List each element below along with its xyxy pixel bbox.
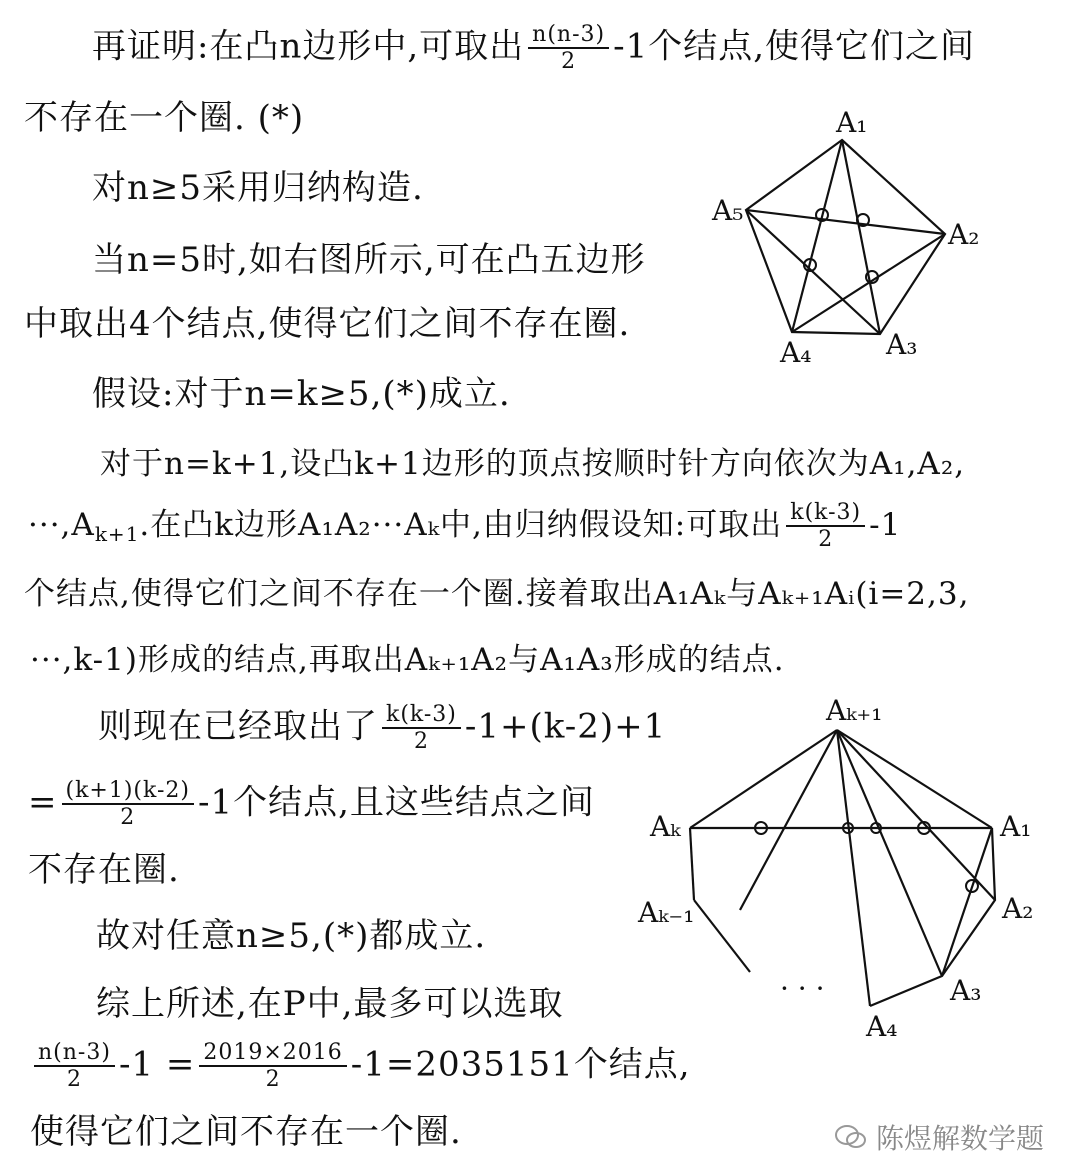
text-line-12 <box>28 778 595 831</box>
vertex-label-ak-1: Aₖ₋₁ <box>638 896 695 929</box>
pentagon-figure <box>700 100 1000 380</box>
vertex-label-a3: A₃ <box>950 974 982 1007</box>
vertex-label-a2: A₂ <box>948 218 980 251</box>
induction-figure <box>630 690 1050 1050</box>
text-line-1 <box>92 22 975 75</box>
fraction <box>199 1040 346 1093</box>
text-line-15: 综上所述,在P中,最多可以选取 <box>96 984 564 1024</box>
watermark <box>834 1117 1044 1157</box>
fraction <box>34 1040 115 1093</box>
text-line-9: 个结点,使得它们之间不存在一个圈.接着取出A₁Aₖ与Aₖ₊₁Aᵢ(i=2,3, <box>24 576 970 612</box>
vertex-label-a4: A₄ <box>780 336 812 369</box>
fraction <box>62 778 194 831</box>
subscript: k+1 <box>94 521 140 546</box>
text-segment: -1个结点,且这些结点之间 <box>197 782 595 823</box>
text-line-17: 使得它们之间不存在一个圈. <box>30 1112 462 1152</box>
fraction-denominator: 2 <box>413 729 429 755</box>
fraction <box>382 702 461 755</box>
vertex-label-a4: A₄ <box>866 1010 898 1043</box>
text-line-11 <box>98 702 666 755</box>
ellipsis: · · · <box>780 972 825 1005</box>
fraction-numerator: k(k-3) <box>786 500 865 527</box>
text-segment: -1=2035151个结点, <box>350 1044 691 1085</box>
text-segment: .在凸k边形A₁A₂···Aₖ中,由归纳假设知:可取出 <box>139 506 783 543</box>
fraction-denominator: 2 <box>265 1067 281 1093</box>
text-line-3: 对n≥5采用归纳构造. <box>92 168 424 208</box>
text-segment: ···,A <box>28 506 95 543</box>
fraction-denominator: 2 <box>818 527 834 553</box>
text-line-8 <box>28 500 901 553</box>
text-segment: -1+(k-2)+1 <box>464 706 667 747</box>
edge-ak-1-partial <box>694 900 750 972</box>
text-line-13: 不存在圈. <box>28 850 180 890</box>
diagonal-a1-a4 <box>792 140 842 332</box>
text-line-6: 假设:对于n=k≥5,(*)成立. <box>92 374 511 414</box>
vertex-label-a2: A₂ <box>1002 892 1034 925</box>
vertex-label-a1: A₁ <box>1000 810 1032 843</box>
text-line-4: 当n=5时,如右图所示,可在凸五边形 <box>92 240 646 280</box>
fraction-denominator: 2 <box>66 1067 82 1093</box>
text-line-5: 中取出4个结点,使得它们之间不存在圈. <box>24 304 631 344</box>
fraction-numerator: n(n-3) <box>34 1040 115 1067</box>
text-segment: 再证明:在凸n边形中,可取出 <box>92 26 525 67</box>
edge-ak1-ak <box>690 730 837 828</box>
fraction-numerator: k(k-3) <box>382 702 461 729</box>
text-line-14: 故对任意n≥5,(*)都成立. <box>96 916 487 956</box>
vertex-label-a5: A₅ <box>712 194 744 227</box>
text-segment: -1个结点,使得它们之间 <box>613 26 976 67</box>
fraction-numerator: n(n-3) <box>528 22 609 49</box>
wechat-icon <box>834 1123 868 1151</box>
fraction-denominator: 2 <box>561 49 577 75</box>
text-segment: -1 <box>869 506 902 543</box>
fraction <box>786 500 865 553</box>
text-segment: -1 = <box>118 1044 196 1085</box>
vertex-label-ak: Aₖ <box>650 810 681 843</box>
text-line-10: ···,k-1)形成的结点,再取出Aₖ₊₁A₂与A₁A₃形成的结点. <box>30 642 785 678</box>
watermark-text: 陈煜解数学题 <box>875 1122 1044 1155</box>
text-line-2: 不存在一个圈. (*) <box>24 98 305 138</box>
vertex-label-a3: A₃ <box>886 328 918 361</box>
fraction-numerator: (k+1)(k-2) <box>62 778 194 805</box>
fraction-numerator: 2019×2016 <box>199 1040 346 1067</box>
vertex-label-ak1: Aₖ₊₁ <box>826 694 883 727</box>
fraction <box>528 22 609 75</box>
vertex-label-a1: A₁ <box>836 106 868 139</box>
fraction-denominator: 2 <box>120 805 136 831</box>
edge-ak-ak-1 <box>690 828 694 900</box>
text-line-7: 对于n=k+1,设凸k+1边形的顶点按顺时针方向依次为A₁,A₂, <box>100 446 966 482</box>
text-segment: 则现在已经取出了 <box>98 706 378 747</box>
diagonal-a5-a2 <box>746 210 945 234</box>
text-segment: = <box>28 782 58 823</box>
diagonal-ak1-ak-1 <box>740 730 837 910</box>
text-line-16 <box>30 1040 691 1093</box>
